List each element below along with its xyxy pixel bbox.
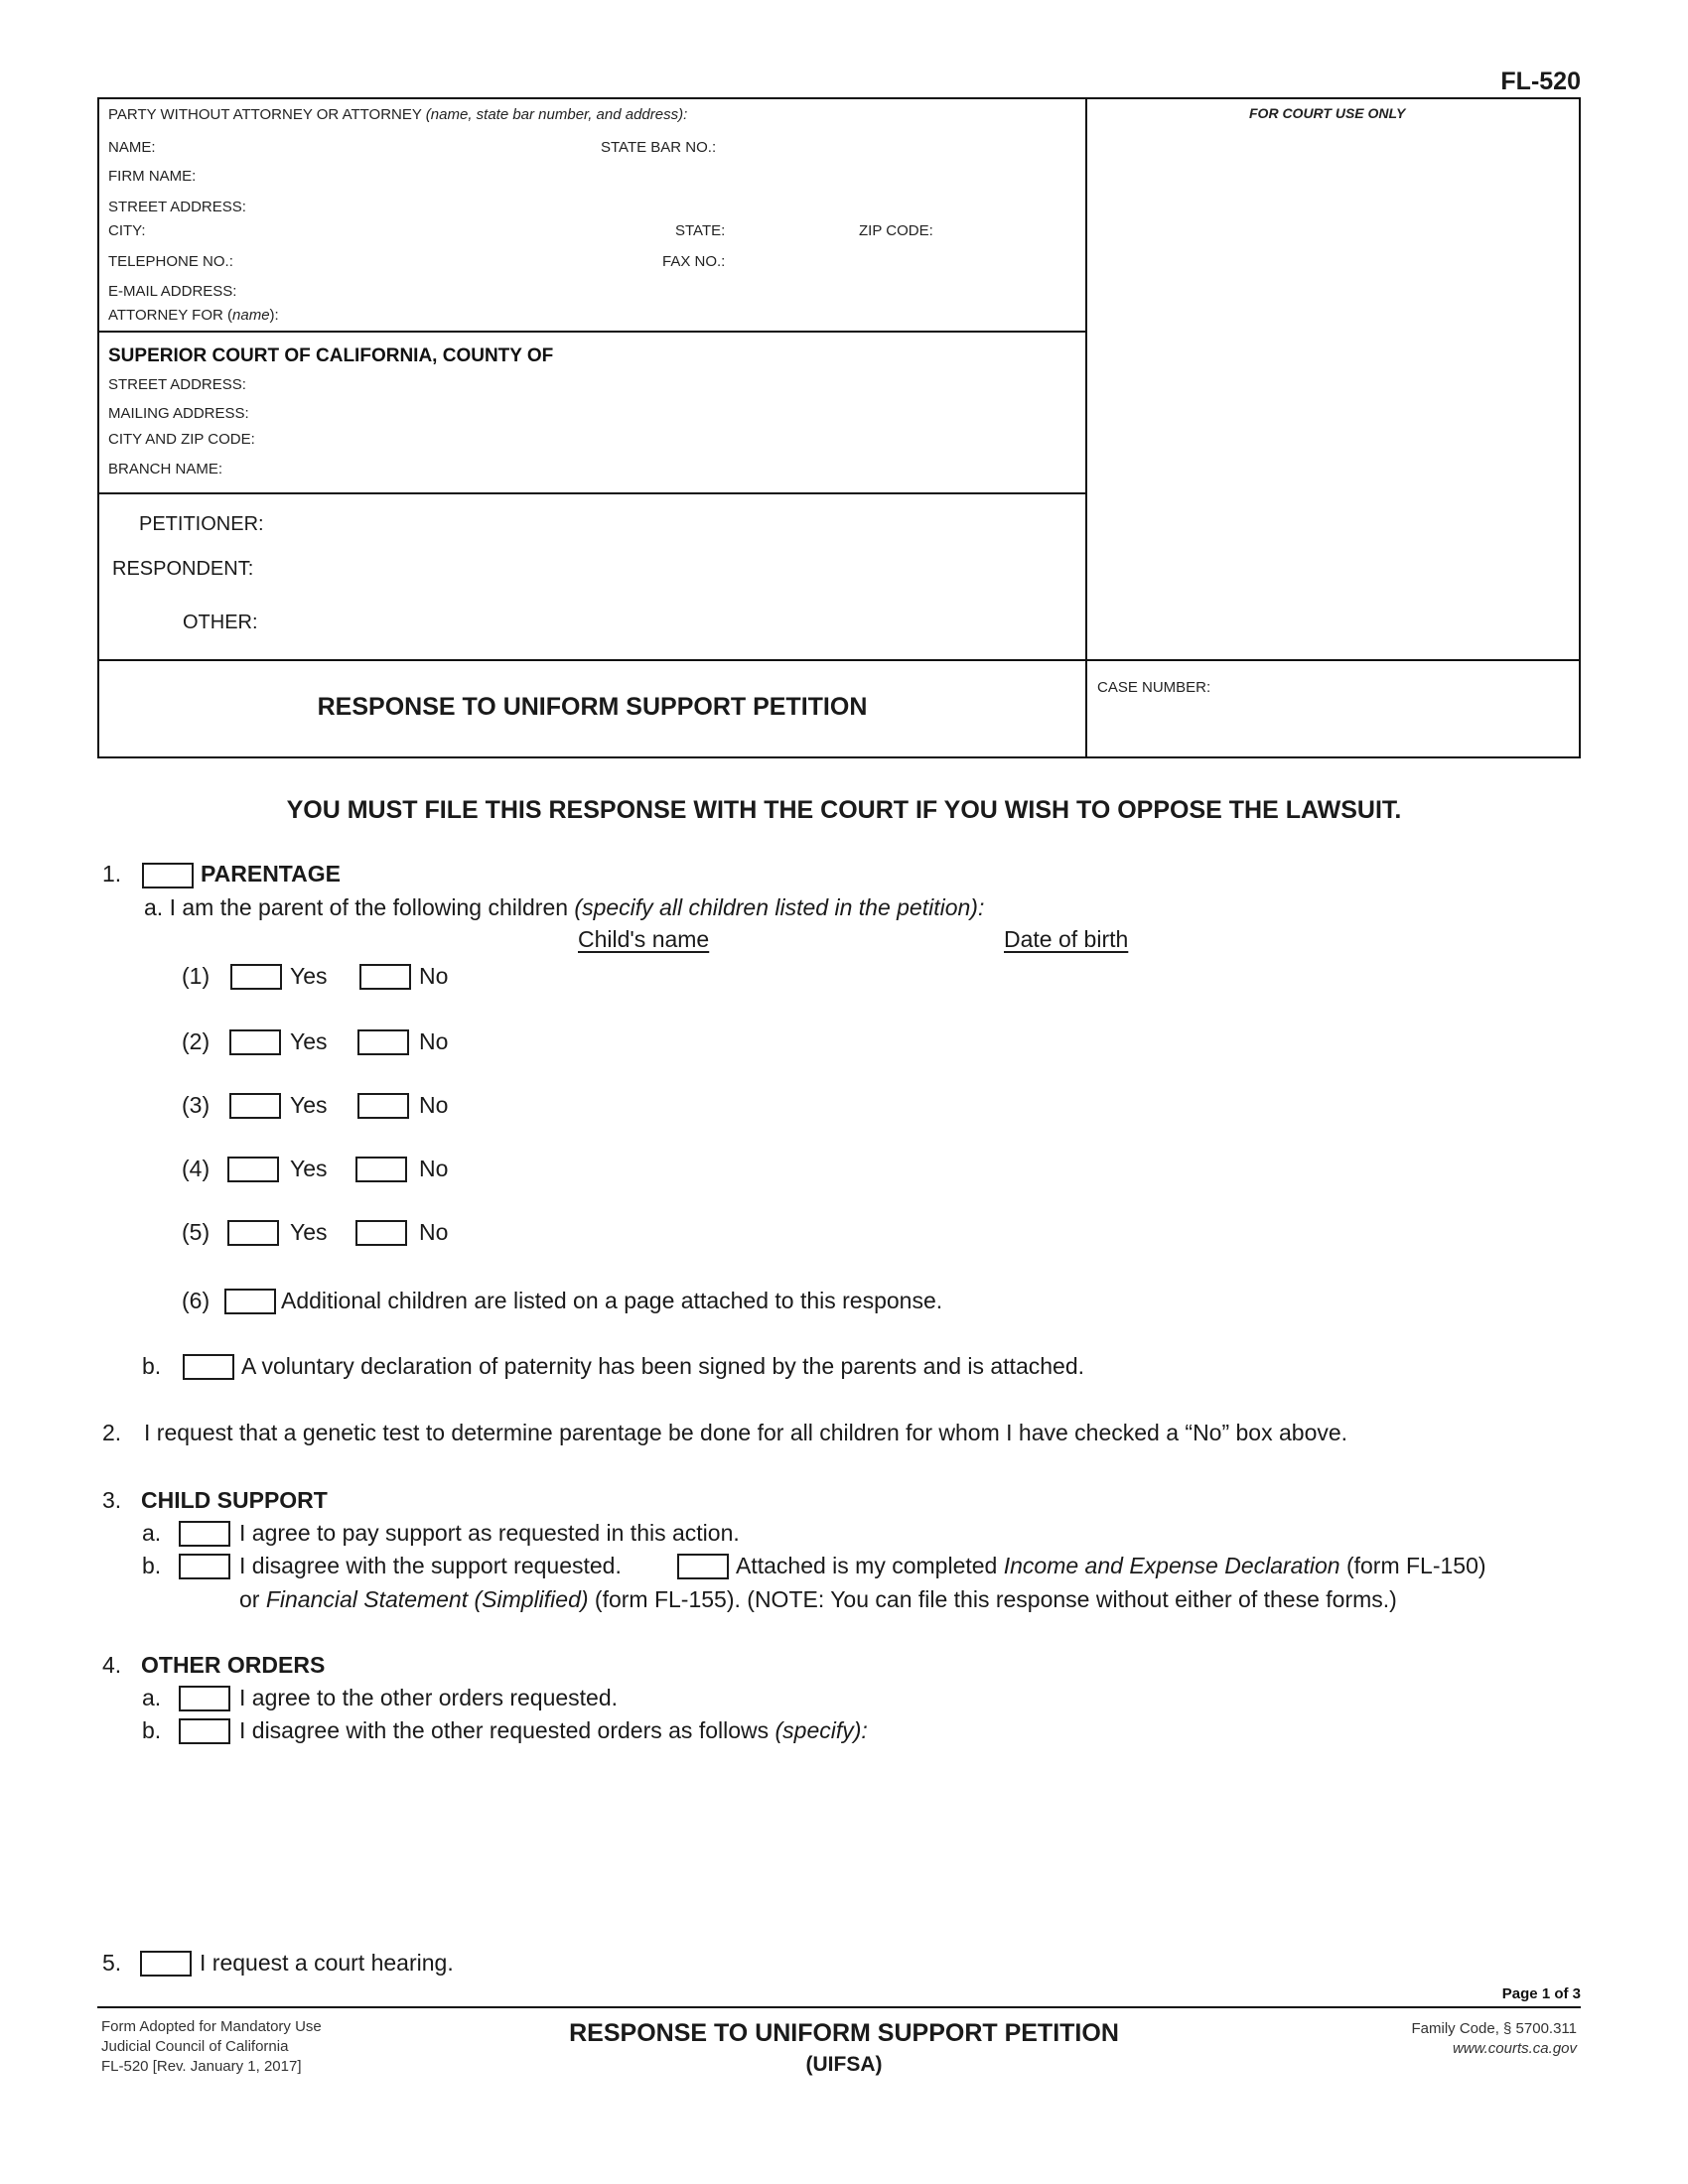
party-court-divider: [97, 331, 1087, 333]
section4a-letter: a.: [142, 1685, 162, 1710]
child-1-no-label: No: [419, 963, 449, 989]
attorney-for-note: name: [232, 307, 270, 324]
section4-title: OTHER ORDERS: [141, 1652, 326, 1678]
paternity-declaration-checkbox[interactable]: [183, 1354, 234, 1380]
firm-name-label: FIRM NAME:: [108, 168, 197, 185]
section3b-line2: [239, 1586, 1397, 1613]
line2-or-text: or: [239, 1586, 260, 1612]
child-row-6-number: (6): [182, 1288, 211, 1313]
section3b-text: I disagree with the support requested.: [239, 1553, 622, 1578]
child-2-yes-label: Yes: [290, 1028, 328, 1054]
footer-family-code: Family Code, § 5700.311: [1411, 2020, 1577, 2037]
section3a-letter: a.: [142, 1520, 162, 1546]
child-4-yes-checkbox[interactable]: [227, 1157, 279, 1182]
court-parties-divider: [97, 492, 1087, 494]
child-5-yes-checkbox[interactable]: [227, 1220, 279, 1246]
footer-left-line2: Judicial Council of California: [101, 2038, 289, 2055]
section1a-label: a. I am the parent of the following children: [144, 894, 569, 920]
additional-children-text: Additional children are listed on a page attached to this response.: [281, 1288, 943, 1313]
email-label: E-MAIL ADDRESS:: [108, 283, 237, 300]
section3b-letter: b.: [142, 1553, 162, 1578]
other-label: OTHER:: [183, 612, 258, 633]
section4b-text: [239, 1717, 868, 1744]
child-row-4-number: (4): [182, 1156, 211, 1181]
section2-number: 2.: [102, 1420, 122, 1445]
child-5-no-label: No: [419, 1219, 449, 1245]
section4b-label: I disagree with the other requested orders as follows: [239, 1717, 770, 1743]
telephone-label: TELEPHONE NO.:: [108, 253, 233, 270]
court-use-only-label: FOR COURT USE ONLY: [1249, 105, 1406, 121]
child-4-yes-label: Yes: [290, 1156, 328, 1181]
court-branch-label: BRANCH NAME:: [108, 461, 223, 478]
child-row-2-number: (2): [182, 1028, 211, 1054]
child-4-no-checkbox[interactable]: [355, 1157, 407, 1182]
footer-left: [101, 2017, 322, 2077]
date-of-birth-column-header: Date of birth: [1004, 926, 1129, 952]
child-3-no-checkbox[interactable]: [357, 1093, 409, 1119]
financial-statement-form-name: Financial Statement (Simplified): [265, 1586, 589, 1612]
section4-number: 4.: [102, 1652, 122, 1678]
disagree-support-checkbox[interactable]: [179, 1554, 230, 1579]
court-hearing-checkbox[interactable]: [140, 1951, 192, 1977]
court-mailing-label: MAILING ADDRESS:: [108, 405, 249, 422]
party-title-text: PARTY WITHOUT ATTORNEY OR ATTORNEY: [108, 106, 422, 123]
parentage-checkbox[interactable]: [142, 863, 194, 888]
zip-code-label: ZIP CODE:: [859, 222, 933, 239]
child-1-yes-label: Yes: [290, 963, 328, 989]
child-3-no-label: No: [419, 1092, 449, 1118]
section1-number: 1.: [102, 861, 122, 887]
caption-top-border: [97, 97, 1581, 99]
child-name-column-header: Child's name: [578, 926, 710, 952]
oppose-notice: YOU MUST FILE THIS RESPONSE WITH THE COURT IF YOU WISH TO OPPOSE THE LAWSUIT.: [286, 796, 1402, 824]
additional-children-checkbox[interactable]: [224, 1289, 276, 1314]
agree-other-orders-checkbox[interactable]: [179, 1686, 230, 1711]
section1a-text: [144, 894, 984, 921]
section3-number: 3.: [102, 1487, 122, 1513]
footer-rule: [97, 2006, 1581, 2008]
section1a-note: (specify all children listed in the petition):: [574, 894, 985, 920]
child-2-no-label: No: [419, 1028, 449, 1054]
income-expense-form-number: (form FL-150): [1345, 1553, 1486, 1578]
city-label: CITY:: [108, 222, 146, 239]
agree-support-checkbox[interactable]: [179, 1521, 230, 1547]
child-3-yes-label: Yes: [290, 1092, 328, 1118]
section4a-text: I agree to the other orders requested.: [239, 1685, 619, 1710]
section1b-text: A voluntary declaration of paternity has been signed by the parents and is attached.: [241, 1353, 1085, 1379]
case-number-label: CASE NUMBER:: [1097, 679, 1211, 696]
footer-title: RESPONSE TO UNIFORM SUPPORT PETITION: [569, 2019, 1119, 2047]
disagree-other-orders-checkbox[interactable]: [179, 1718, 230, 1744]
child-2-yes-checkbox[interactable]: [229, 1029, 281, 1055]
page-indicator: Page 1 of 3: [1501, 1985, 1581, 2002]
attorney-for-text: ATTORNEY FOR (: [108, 307, 233, 324]
section1-title: PARENTAGE: [201, 861, 341, 887]
section3-title: CHILD SUPPORT: [141, 1487, 328, 1513]
title-row-divider: [97, 659, 1581, 661]
respondent-label: RESPONDENT:: [112, 558, 254, 580]
court-title: SUPERIOR COURT OF CALIFORNIA, COUNTY OF: [108, 345, 554, 366]
section4b-letter: b.: [142, 1717, 162, 1743]
child-row-5-number: (5): [182, 1219, 211, 1245]
court-city-zip-label: CITY AND ZIP CODE:: [108, 431, 255, 448]
petitioner-label: PETITIONER:: [139, 513, 264, 535]
attached-forms-checkbox[interactable]: [677, 1554, 729, 1579]
income-expense-form-name: Income and Expense Declaration: [1003, 1553, 1340, 1578]
party-block-title: [108, 106, 687, 123]
child-4-no-label: No: [419, 1156, 449, 1181]
state-bar-label: STATE BAR NO.:: [601, 139, 717, 156]
child-1-no-checkbox[interactable]: [359, 964, 411, 990]
section1b-letter: b.: [142, 1353, 162, 1379]
form-title: RESPONSE TO UNIFORM SUPPORT PETITION: [317, 693, 868, 721]
caption-bottom-border: [97, 756, 1581, 758]
section5-number: 5.: [102, 1950, 122, 1976]
party-title-note: (name, state bar number, and address):: [425, 106, 688, 123]
attorney-for-label: [108, 307, 279, 324]
child-row-1-number: (1): [182, 963, 211, 989]
fax-label: FAX NO.:: [662, 253, 726, 270]
child-5-yes-label: Yes: [290, 1219, 328, 1245]
footer-website-link[interactable]: www.courts.ca.gov: [1452, 2040, 1577, 2057]
footer-right: [1412, 2019, 1578, 2059]
attached-pre-text: Attached is my completed: [736, 1553, 998, 1578]
footer-left-line1: Form Adopted for Mandatory Use: [101, 2018, 322, 2035]
court-street-label: STREET ADDRESS:: [108, 376, 246, 393]
section3a-text: I agree to pay support as requested in this action.: [239, 1520, 740, 1546]
child-2-no-checkbox[interactable]: [357, 1029, 409, 1055]
child-5-no-checkbox[interactable]: [355, 1220, 407, 1246]
attorney-for-end: ):: [269, 307, 279, 324]
section3b-attached-text: [736, 1553, 1486, 1579]
section2-text: I request that a genetic test to determine parentage be done for all children for whom I have checked a “No” box above.: [144, 1420, 1348, 1445]
form-number: FL-520: [1500, 68, 1581, 95]
footer-left-line3: FL-520 [Rev. January 1, 2017]: [101, 2058, 302, 2075]
child-3-yes-checkbox[interactable]: [229, 1093, 281, 1119]
name-label: NAME:: [108, 139, 156, 156]
street-address-label: STREET ADDRESS:: [108, 199, 246, 215]
section4b-note: (specify):: [774, 1717, 868, 1743]
child-1-yes-checkbox[interactable]: [230, 964, 282, 990]
line2-rest-text: (form FL-155). (NOTE: You can file this response without either of these forms.): [594, 1586, 1397, 1612]
state-label: STATE:: [675, 222, 726, 239]
footer-subtitle: (UIFSA): [805, 2053, 883, 2076]
section5-text: I request a court hearing.: [200, 1950, 454, 1976]
child-row-3-number: (3): [182, 1092, 211, 1118]
